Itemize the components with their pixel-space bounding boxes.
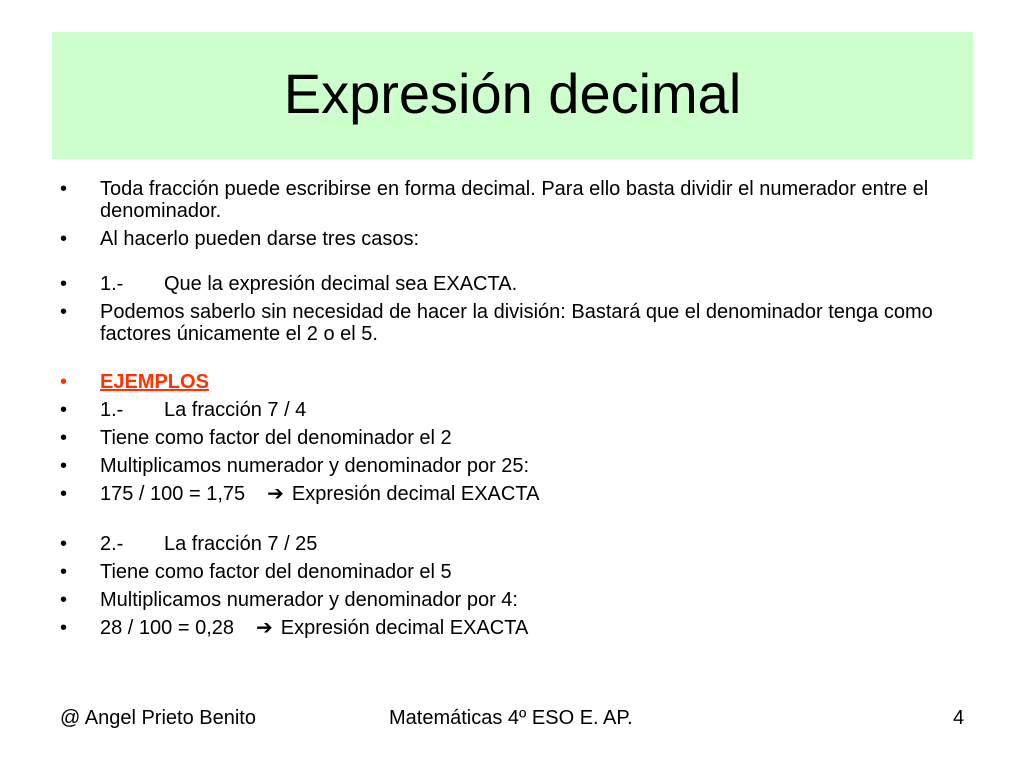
bullet-icon: • bbox=[60, 178, 68, 200]
bullet-text: Al hacerlo pueden darse tres casos: bbox=[100, 228, 420, 250]
bullet-text: Tiene como factor del denominador el 5 bbox=[100, 561, 452, 583]
title-banner bbox=[52, 32, 973, 159]
arrow-right-icon: ➔ bbox=[256, 617, 273, 639]
calculation: 175 / 100 = 1,75 bbox=[100, 483, 246, 505]
bullet-icon: • bbox=[60, 589, 68, 611]
bullet-icon: • bbox=[60, 399, 68, 421]
case-number: 1.- bbox=[100, 273, 124, 295]
bullet-text: Que la expresión decimal sea EXACTA. bbox=[164, 273, 518, 295]
bullet-icon: • bbox=[60, 301, 68, 323]
bullet-text: Podemos saberlo sin necesidad de hacer la división: Bastará que el denominador tenga como factores únicamente el 2 o el 5. bbox=[100, 301, 933, 345]
slide-title: Expresión decimal bbox=[283, 61, 742, 125]
bullet-icon: • bbox=[60, 228, 68, 250]
bullet-item-rule bbox=[60, 301, 980, 345]
bullet-list bbox=[60, 178, 980, 645]
examples-heading: EJEMPLOS bbox=[100, 371, 209, 393]
result-text: Expresión decimal EXACTA bbox=[280, 617, 529, 639]
bullet-item-result-2 bbox=[60, 617, 980, 639]
bullet-item-multiply-25 bbox=[60, 455, 980, 477]
arrow-right-icon: ➔ bbox=[267, 483, 284, 505]
example-number: 1.- bbox=[100, 399, 124, 421]
bullet-item-example-2 bbox=[60, 533, 980, 555]
bullet-icon: • bbox=[60, 371, 68, 393]
bullet-text: La fracción 7 / 25 bbox=[164, 533, 318, 555]
bullet-icon: • bbox=[60, 427, 68, 449]
bullet-item-intro bbox=[60, 178, 980, 222]
footer-author: @ Angel Prieto Benito bbox=[60, 707, 256, 729]
footer-page-number: 4 bbox=[953, 707, 965, 729]
result-text: Expresión decimal EXACTA bbox=[291, 483, 540, 505]
bullet-icon: • bbox=[60, 533, 68, 555]
bullet-icon: • bbox=[60, 561, 68, 583]
bullet-icon: • bbox=[60, 483, 68, 505]
bullet-item-example-1 bbox=[60, 399, 980, 421]
calculation: 28 / 100 = 0,28 bbox=[100, 617, 235, 639]
bullet-item-result-1 bbox=[60, 483, 980, 505]
bullet-icon: • bbox=[60, 617, 68, 639]
footer-course: Matemáticas 4º ESO E. AP. bbox=[389, 707, 633, 729]
example-number: 2.- bbox=[100, 533, 124, 555]
bullet-text: Multiplicamos numerador y denominador por 4: bbox=[100, 589, 518, 611]
bullet-item-factor-5 bbox=[60, 561, 980, 583]
bullet-text: La fracción 7 / 4 bbox=[164, 399, 307, 421]
bullet-item-cases bbox=[60, 228, 980, 250]
bullet-item-case-1 bbox=[60, 273, 980, 295]
bullet-item-multiply-4 bbox=[60, 589, 980, 611]
bullet-text: Tiene como factor del denominador el 2 bbox=[100, 427, 452, 449]
bullet-text: Multiplicamos numerador y denominador por 25: bbox=[100, 455, 530, 477]
bullet-item-factor-2 bbox=[60, 427, 980, 449]
bullet-item-examples bbox=[60, 371, 980, 393]
bullet-icon: • bbox=[60, 455, 68, 477]
bullet-icon: • bbox=[60, 273, 68, 295]
bullet-text: Toda fracción puede escribirse en forma decimal. Para ello basta dividir el numerador entre el denominador. bbox=[100, 178, 929, 222]
